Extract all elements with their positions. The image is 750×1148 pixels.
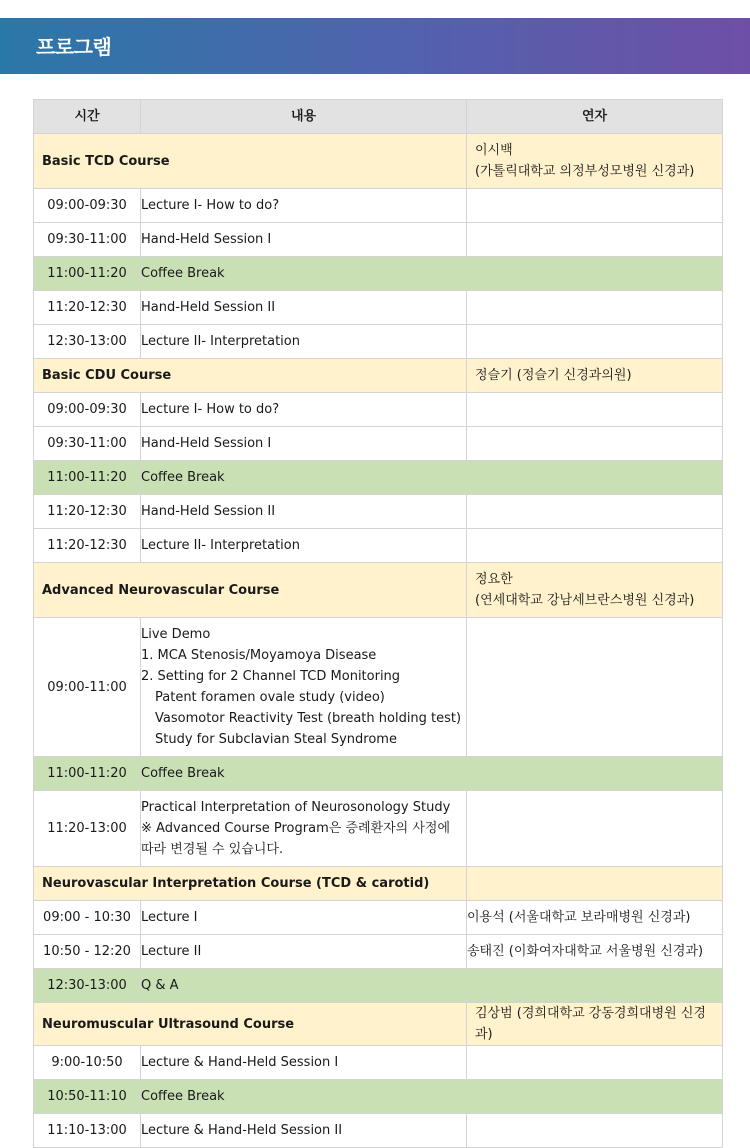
course-name: Basic TCD Course — [34, 134, 467, 189]
speaker-name: 이시백 — [475, 143, 513, 158]
session-content: Lecture I- How to do? — [141, 189, 467, 223]
course-name: Basic CDU Course — [34, 359, 467, 393]
table-row — [34, 1046, 723, 1080]
session-time: 09:30-11:00 — [34, 223, 141, 257]
session-content: Hand-Held Session I — [141, 427, 467, 461]
content-line: ※ Advanced Course Program은 증례환자의 사정에 — [141, 821, 451, 836]
session-content: Coffee Break — [141, 757, 723, 791]
table-row — [34, 529, 723, 563]
session-time: 09:00-09:30 — [34, 393, 141, 427]
course-name: Neuromuscular Ultrasound Course — [34, 1003, 467, 1046]
live-demo-row — [34, 618, 723, 757]
speaker-affiliation: (가톨릭대학교 의정부성모병원 신경과) — [475, 164, 695, 179]
content-line: 2. Setting for 2 Channel TCD Monitoring — [141, 669, 401, 684]
session-time: 09:00 - 10:30 — [34, 901, 141, 935]
table-row — [34, 1114, 723, 1148]
course-row-advanced-neurovascular — [34, 563, 723, 618]
table-row — [34, 427, 723, 461]
session-time: 11:20-12:30 — [34, 529, 141, 563]
section-title: 프로그램 — [36, 35, 112, 59]
course-row-basic-tcd — [34, 134, 723, 189]
qa-row — [34, 969, 723, 1003]
session-speaker: 송태진 (이화여자대학교 서울병원 신경과) — [467, 935, 723, 969]
speaker-name: 정요한 — [475, 572, 513, 587]
table-row — [34, 901, 723, 935]
table-row — [34, 223, 723, 257]
course-row-neuromuscular-ultrasound — [34, 1003, 723, 1046]
session-time: 11:20-13:00 — [34, 791, 141, 867]
session-speaker — [467, 791, 723, 867]
course-speaker: 김상범 (경희대학교 강동경희대병원 신경과) — [467, 1003, 723, 1046]
session-speaker — [467, 1114, 723, 1148]
table-row — [34, 495, 723, 529]
session-speaker — [467, 427, 723, 461]
session-content — [141, 791, 467, 867]
content-line: Practical Interpretation of Neurosonology Study — [141, 800, 451, 815]
session-speaker — [467, 495, 723, 529]
session-time: 11:20-12:30 — [34, 291, 141, 325]
table-row — [34, 325, 723, 359]
session-content: Lecture II — [141, 935, 467, 969]
course-row-basic-cdu — [34, 359, 723, 393]
session-content: Lecture I- How to do? — [141, 393, 467, 427]
course-row-neurovascular-interpretation — [34, 867, 723, 901]
session-time: 09:00-09:30 — [34, 189, 141, 223]
session-time: 11:00-11:20 — [34, 257, 141, 291]
session-content: Lecture I — [141, 901, 467, 935]
session-speaker — [467, 291, 723, 325]
session-speaker — [467, 393, 723, 427]
content-line: Study for Subclavian Steal Syndrome — [155, 732, 397, 747]
header-time: 시간 — [34, 100, 141, 134]
session-content: Coffee Break — [141, 1080, 723, 1114]
session-time: 11:00-11:20 — [34, 757, 141, 791]
content-line: 따라 변경될 수 있습니다. — [141, 842, 284, 857]
table-row — [34, 393, 723, 427]
table-row — [34, 291, 723, 325]
coffee-break-row — [34, 461, 723, 495]
session-content: Lecture & Hand-Held Session I — [141, 1046, 467, 1080]
session-content: Q & A — [141, 969, 723, 1003]
session-time: 12:30-13:00 — [34, 969, 141, 1003]
session-speaker — [467, 618, 723, 757]
content-line: Live Demo — [141, 627, 211, 642]
session-time: 11:00-11:20 — [34, 461, 141, 495]
session-content — [141, 618, 467, 757]
program-table — [33, 99, 723, 1148]
session-speaker — [467, 223, 723, 257]
session-speaker: 이용석 (서울대학교 보라매병원 신경과) — [467, 901, 723, 935]
session-speaker — [467, 1046, 723, 1080]
session-time: 10:50-11:10 — [34, 1080, 141, 1114]
session-content: Hand-Held Session II — [141, 495, 467, 529]
session-content: Lecture II- Interpretation — [141, 325, 467, 359]
header-content: 내용 — [141, 100, 467, 134]
course-speaker — [467, 134, 723, 189]
session-content: Lecture & Hand-Held Session II — [141, 1114, 467, 1148]
speaker-affiliation: (연세대학교 강남세브란스병원 신경과) — [475, 593, 695, 608]
content-line: 1. MCA Stenosis/Moyamoya Disease — [141, 648, 377, 663]
course-speaker — [467, 867, 723, 901]
session-content: Hand-Held Session I — [141, 223, 467, 257]
session-speaker — [467, 529, 723, 563]
session-speaker — [467, 189, 723, 223]
practical-interpretation-row — [34, 791, 723, 867]
course-name: Neurovascular Interpretation Course (TCD & carotid) — [34, 867, 467, 901]
coffee-break-row — [34, 757, 723, 791]
session-time: 09:30-11:00 — [34, 427, 141, 461]
section-banner — [0, 18, 750, 74]
coffee-break-row — [34, 257, 723, 291]
session-speaker — [467, 325, 723, 359]
session-time: 9:00-10:50 — [34, 1046, 141, 1080]
session-time: 11:10-13:00 — [34, 1114, 141, 1148]
session-time: 10:50 - 12:20 — [34, 935, 141, 969]
session-time: 11:20-12:30 — [34, 495, 141, 529]
course-name: Advanced Neurovascular Course — [34, 563, 467, 618]
session-content: Coffee Break — [141, 461, 723, 495]
course-speaker — [467, 563, 723, 618]
session-content: Lecture II- Interpretation — [141, 529, 467, 563]
session-content: Coffee Break — [141, 257, 723, 291]
session-content: Hand-Held Session II — [141, 291, 467, 325]
session-time: 09:00-11:00 — [34, 618, 141, 757]
coffee-break-row — [34, 1080, 723, 1114]
content-line: Patent foramen ovale study (video) — [155, 690, 385, 705]
table-header-row — [34, 100, 723, 134]
session-time: 12:30-13:00 — [34, 325, 141, 359]
table-row — [34, 189, 723, 223]
content-line: Vasomotor Reactivity Test (breath holding test) — [155, 711, 462, 726]
header-speaker: 연자 — [467, 100, 723, 134]
table-row — [34, 935, 723, 969]
course-speaker: 정슬기 (정슬기 신경과의원) — [467, 359, 723, 393]
